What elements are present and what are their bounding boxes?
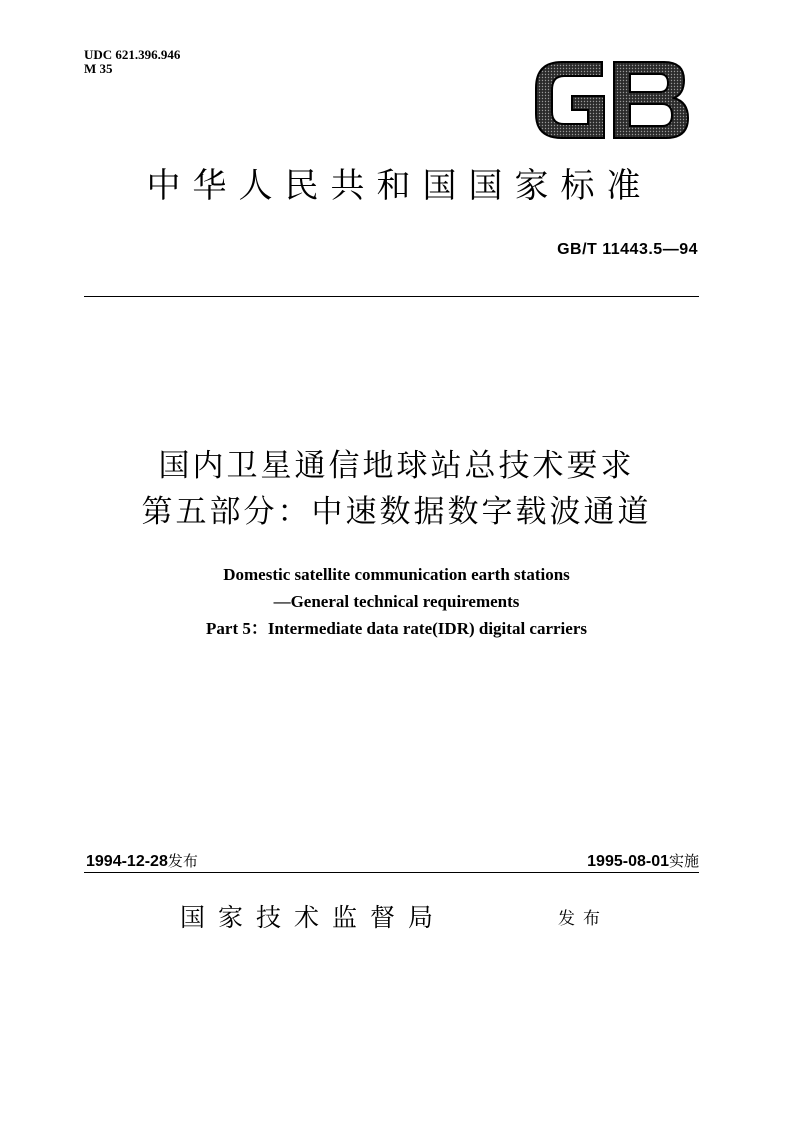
issuing-authority: 国家技术监督局 (180, 903, 447, 932)
classification-code: M 35 (84, 61, 113, 76)
footer-divider (84, 872, 699, 873)
gb-logo (532, 58, 690, 142)
effective-date: 1995-08-01 (587, 853, 669, 870)
issuer-action: 发布 (558, 909, 608, 929)
issue-date: 1994-12-28 (86, 853, 168, 870)
udc-block (84, 48, 180, 76)
issue-date-block (86, 850, 198, 871)
effective-label: 实施 (668, 852, 699, 870)
udc-number: UDC 621.396.946 (84, 47, 181, 62)
effective-date-block (587, 850, 699, 871)
cn-title-line-1: 国内卫星通信地球站总技术要求 (158, 448, 635, 484)
standard-code: GB/T 11443.5—94 (557, 241, 698, 258)
en-title-line-3: Part 5：Intermediate data rate(IDR) digital carriers (206, 619, 587, 638)
en-title-line-1: Domestic satellite communication earth stations (223, 565, 570, 584)
en-title-line-2: —General technical requirements (273, 592, 520, 611)
cn-title-line-2: 第五部分：中速数据数字载波通道 (141, 494, 652, 530)
header-divider (84, 296, 699, 297)
issue-label: 发布 (167, 852, 198, 870)
gb-logo-icon (532, 58, 690, 142)
national-standard-title: 中华人民共和国国家标准 (146, 166, 653, 206)
